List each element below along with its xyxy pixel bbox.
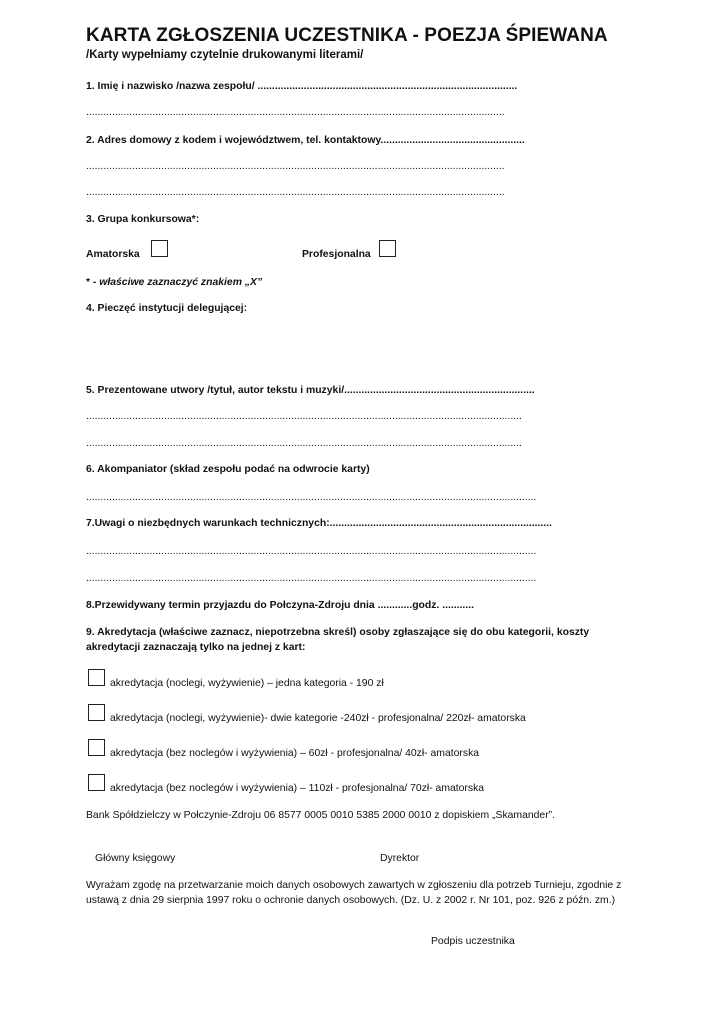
footnote-prefix: * - [86,277,100,288]
accreditation-option-4-checkbox[interactable] [88,774,105,791]
field-technical-line-3[interactable]: ............................................................................................................................................................ [86,573,537,584]
consent-text: Wyrażam zgodę na przetwarzanie moich danych osobowych zawartych w zgłoszeniu dla potrzeb Turnieju, zgodnie z ustawą z dnia 29 sierpnia 1997 roku o ochronie danych osobowych. (Dz. U. z 2002 r. Nr 101, poz. 926 z późn. zm.) [86,880,622,906]
accreditation-option-2-label: akredytacja (noclegi, wyżywienie)- dwie kategorie -240zł - profesjonalna/ 220zł- amatorska [110,713,526,724]
field-works-line-2[interactable]: ....................................................................................................................................................... [86,411,522,422]
option-amateur-label: Amatorska [86,249,140,260]
field-name-label: 1. Imię i nazwisko /nazwa zespołu/ .......................................................................................... [86,81,518,92]
field-accompanist-label: 6. Akompaniator (skład zespołu podać na odwrocie karty) [86,464,370,475]
page-subtitle: /Karty wypełniamy czytelnie drukowanymi literami/ [86,49,364,61]
field-accreditation-label-1: 9. Akredytacja (właściwe zaznacz, niepotrzebna skreśl) osoby zgłaszające się do obu kategorii, koszty [86,627,590,638]
field-arrival-label: 8.Przewidywany termin przyjazdu do Połczyna-Zdroju dnia ............godz. ........... [86,600,474,611]
option-pro-label: Profesjonalna [302,249,371,260]
field-works-line-3[interactable]: ....................................................................................................................................................... [86,438,522,449]
accreditation-option-2-checkbox[interactable] [88,704,105,721]
field-technical-label: 7.Uwagi o niezbędnych warunkach technicznych:............................................................................. [86,518,552,529]
accreditation-option-1-checkbox[interactable] [88,669,105,686]
bank-details: Bank Spółdzielczy w Połczynie-Zdroju 06 8577 0005 0010 5385 2000 0010 z dopiskiem „Skamander”. [86,810,556,821]
accreditation-option-1-label: akredytacja (noclegi, wyżywienie) – jedna kategoria - 190 zł [110,678,384,689]
accreditation-option-3-label: akredytacja (bez noclegów i wyżywienia) – 60zł - profesjonalna/ 40zł- amatorska [110,748,480,759]
field-stamp-label: 4. Pieczęć instytucji delegującej: [86,303,248,314]
field-address-label: 2. Adres domowy z kodem i województwem, tel. kontaktowy.................................................. [86,135,525,146]
signature-accountant: Główny księgowy [95,853,176,864]
field-accompanist-line-2[interactable]: ............................................................................................................................................................ [86,492,537,503]
field-name-line-2[interactable]: ................................................................................................................................................. [86,107,505,118]
field-address-line-3[interactable]: ................................................................................................................................................. [86,187,505,198]
group-footnote [86,276,262,289]
field-works-label: 5. Prezentowane utwory /tytuł, autor tekstu i muzyki/.................................................................. [86,385,535,396]
field-technical-line-2[interactable]: ............................................................................................................................................................ [86,546,537,557]
accreditation-option-4-label: akredytacja (bez noclegów i wyżywienia) – 110zł - profesjonalna/ 70zł- amatorska [110,783,485,794]
page-title: KARTA ZGŁOSZENIA UCZESTNIKA - POEZJA ŚPIEWANA [86,25,608,46]
signature-director: Dyrektor [380,853,420,864]
field-group-label: 3. Grupa konkursowa*: [86,214,200,225]
option-pro-checkbox[interactable] [379,240,396,257]
field-address-line-2[interactable]: ................................................................................................................................................. [86,161,505,172]
option-amateur-checkbox[interactable] [151,240,168,257]
signature-participant: Podpis uczestnika [431,936,515,947]
footnote-text: właściwe zaznaczyć znakiem „X” [99,277,263,288]
accreditation-option-3-checkbox[interactable] [88,739,105,756]
field-accreditation-label-2: akredytacji zaznaczają tylko na jednej z kart: [86,642,306,653]
